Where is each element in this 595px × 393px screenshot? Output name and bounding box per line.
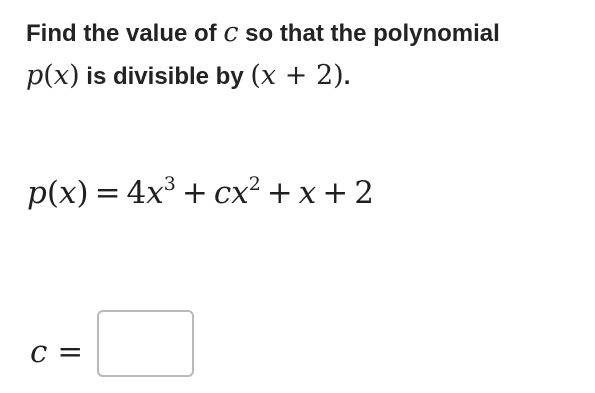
question-line-2 — [26, 55, 586, 98]
polynomial-name: p(x) — [26, 60, 80, 91]
question-period: . — [343, 63, 351, 90]
polynomial-equation: $p(x) = 4x^3 + cx^2 + x + 2$ — [27, 173, 374, 211]
question-middle: is divisible by — [79, 63, 251, 90]
question-intro-end: so that the polynomial — [238, 20, 500, 47]
answer-input[interactable] — [97, 310, 194, 377]
variable-c: c — [223, 17, 239, 48]
question-text — [26, 12, 586, 98]
question-line-1 — [26, 12, 586, 55]
answer-label: c = — [30, 334, 84, 370]
question-intro: Find the value of — [26, 20, 224, 47]
answer-row — [30, 307, 194, 379]
divisor-factor: (x + 2) — [250, 60, 344, 91]
